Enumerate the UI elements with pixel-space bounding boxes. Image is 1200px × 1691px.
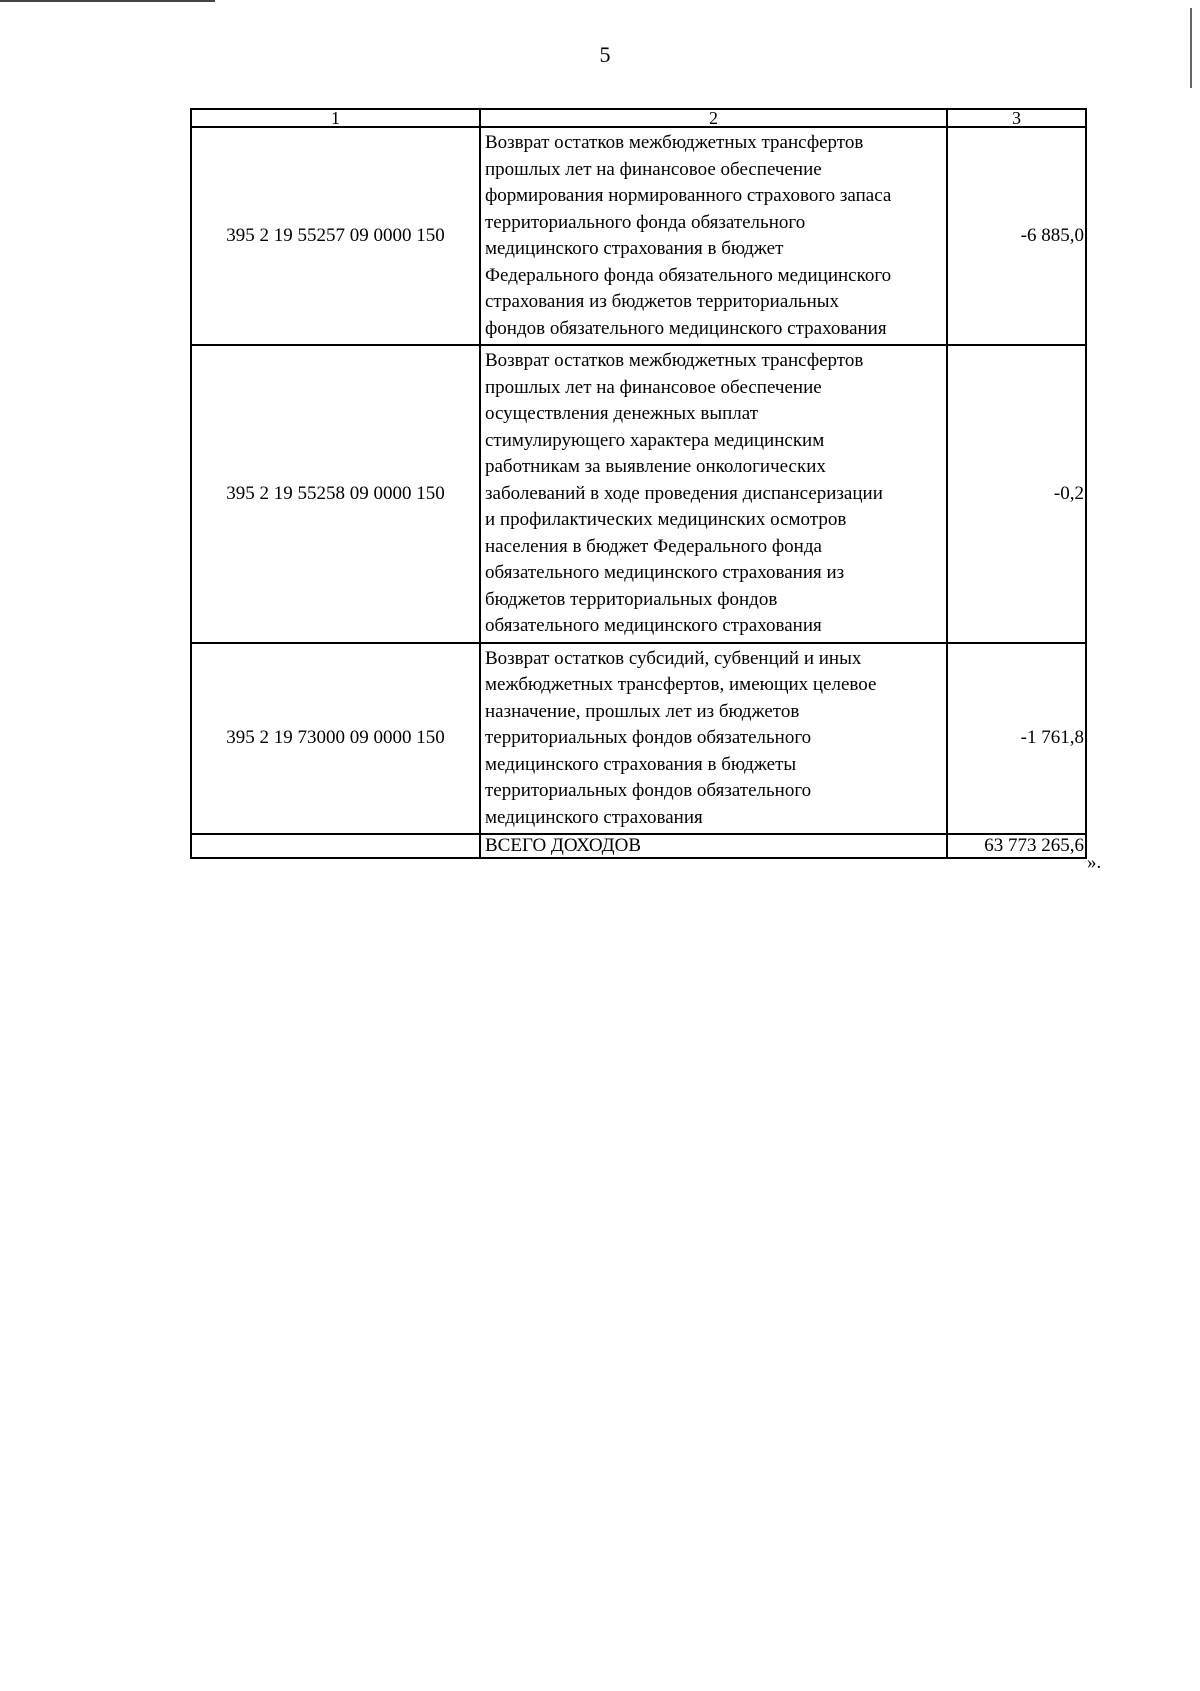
name-line: назначение, прошлых лет из бюджетов	[485, 700, 800, 722]
name-line: страхования из бюджетов территориальных	[485, 291, 840, 312]
name-line: Возврат остатков межбюджетных трансфертов	[485, 350, 864, 371]
name-line: обязательного медицинского страхования из	[485, 562, 845, 583]
revenue-table	[190, 108, 1087, 859]
column-header-name: 2	[480, 109, 947, 127]
revenue-name-cell	[480, 127, 947, 345]
table-row	[191, 643, 1086, 835]
scan-edge-top	[0, 0, 215, 2]
name-line: населения в бюджет Федерального фонда	[485, 535, 822, 557]
amount-cell: -1 761,8	[947, 643, 1086, 835]
page-number: 5	[599, 42, 611, 67]
amount-cell: -0,2	[947, 345, 1086, 643]
budget-code-cell: 395 2 19 55258 09 0000 150	[191, 345, 480, 643]
name-line: медицинского страхования в бюджеты	[485, 753, 797, 775]
name-line: межбюджетных трансфертов, имеющих целевое	[485, 674, 877, 695]
total-code-cell	[191, 834, 480, 858]
name-line: территориальных фондов обязательного	[485, 780, 812, 801]
column-header-code: 1	[191, 109, 480, 127]
name-line: осуществления денежных выплат	[485, 403, 759, 424]
column-header-amount: 3	[947, 109, 1086, 127]
amount-cell: -6 885,0	[947, 127, 1086, 345]
name-line: Возврат остатков межбюджетных трансфертов	[485, 132, 864, 153]
name-line: и профилактических медицинских осмотров	[485, 509, 847, 530]
name-line: медицинского страхования в бюджет	[485, 238, 784, 259]
name-line: прошлых лет на финансовое обеспечение	[485, 376, 822, 398]
budget-code-cell: 395 2 19 55257 09 0000 150	[191, 127, 480, 345]
total-label: ВСЕГО ДОХОДОВ	[480, 834, 947, 858]
name-line: фондов обязательного медицинского страхования	[485, 317, 887, 339]
name-line: прошлых лет на финансовое обеспечение	[485, 158, 822, 180]
name-line: территориального фонда обязательного	[485, 211, 806, 233]
name-line: территориальных фондов обязательного	[485, 727, 812, 748]
name-line: формирования нормированного страхового запаса	[485, 185, 892, 206]
name-line: медицинского страхования	[485, 806, 703, 828]
closing-quote-mark: ».	[1087, 852, 1102, 873]
name-line: Федерального фонда обязательного медицинского	[485, 264, 892, 286]
name-line: бюджетов территориальных фондов	[485, 588, 778, 610]
revenue-name-cell	[480, 345, 947, 643]
table-header-row	[191, 109, 1086, 127]
total-row	[191, 834, 1086, 858]
budget-code-cell: 395 2 19 73000 09 0000 150	[191, 643, 480, 835]
name-line: Возврат остатков субсидий, субвенций и иных	[485, 647, 862, 669]
table-row	[191, 127, 1086, 345]
name-line: обязательного медицинского страхования	[485, 615, 822, 636]
table-row	[191, 345, 1086, 643]
name-line: заболеваний в ходе проведения диспансеризации	[485, 482, 883, 504]
revenue-name-cell	[480, 643, 947, 835]
total-amount: 63 773 265,6	[947, 834, 1086, 858]
name-line: работникам за выявление онкологических	[485, 456, 826, 477]
name-line: стимулирующего характера медицинским	[485, 429, 825, 451]
